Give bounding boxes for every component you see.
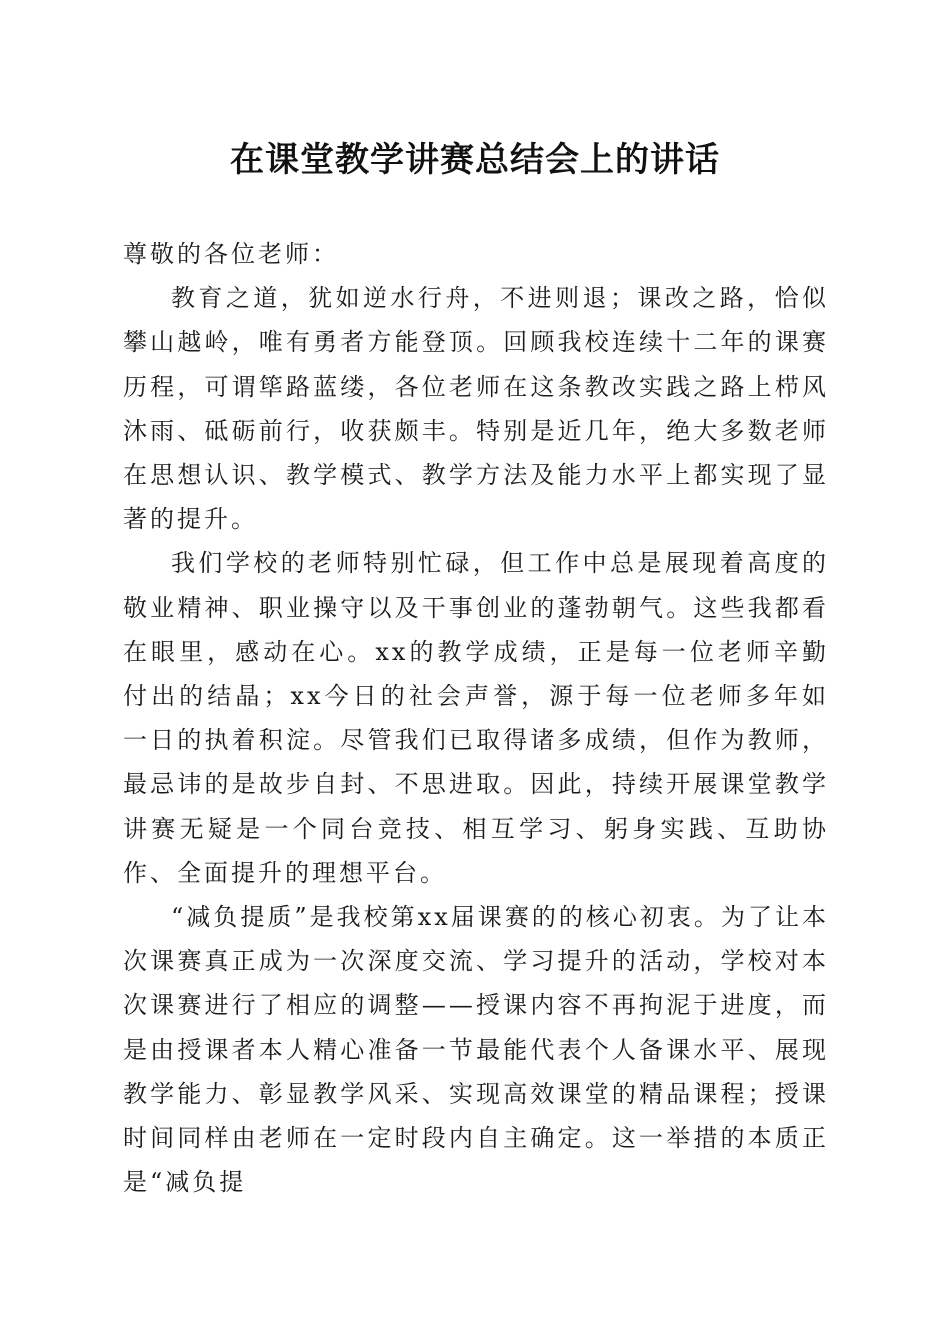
document-body [123,232,829,1204]
paragraph-1: 教育之道，犹如逆水行舟，不进则退；课改之路，恰似攀山越岭，唯有勇者方能登顶。回顾我校连续十二年的课赛历程，可谓筚路蓝缕，各位老师在这条教改实践之路上栉风沐雨、砥砺前行，收获颇丰。特别是近几年，绝大多数老师在思想认识、教学模式、教学方法及能力水平上都实现了显著的提升。 [123,284,829,534]
paragraph-2: 我们学校的老师特别忙碌，但工作中总是展现着高度的敬业精神、职业操守以及干事创业的蓬勃朝气。这些我都看在眼里，感动在心。xx的教学成绩，正是每一位老师辛勤付出的结晶；xx今日的社会声誉，源于每一位老师多年如一日的执着积淀。尽管我们已取得诸多成绩，但作为教师，最忌讳的是故步自封、不思进取。因此，持续开展课堂教学讲赛无疑是一个同台竞技、相互学习、躬身实践、互助协作、全面提升的理想平台。 [123,549,829,887]
document-title: 在课堂教学讲赛总结会上的讲话 [230,140,720,180]
salutation: 尊敬的各位老师： [123,240,339,268]
paragraph-3: “减负提质”是我校第xx届课赛的的核心初衷。为了让本次课赛真正成为一次深度交流、学习提升的活动，学校对本次课赛进行了相应的调整——授课内容不再拘泥于进度，而是由授课者本人精心准备一节最能代表个人备课水平、展现教学能力、彰显教学风采、实现高效课堂的精品课程；授课时间同样由老师在一定时段内自主确定。这一举措的本质正是“减负提 [123,903,829,1197]
